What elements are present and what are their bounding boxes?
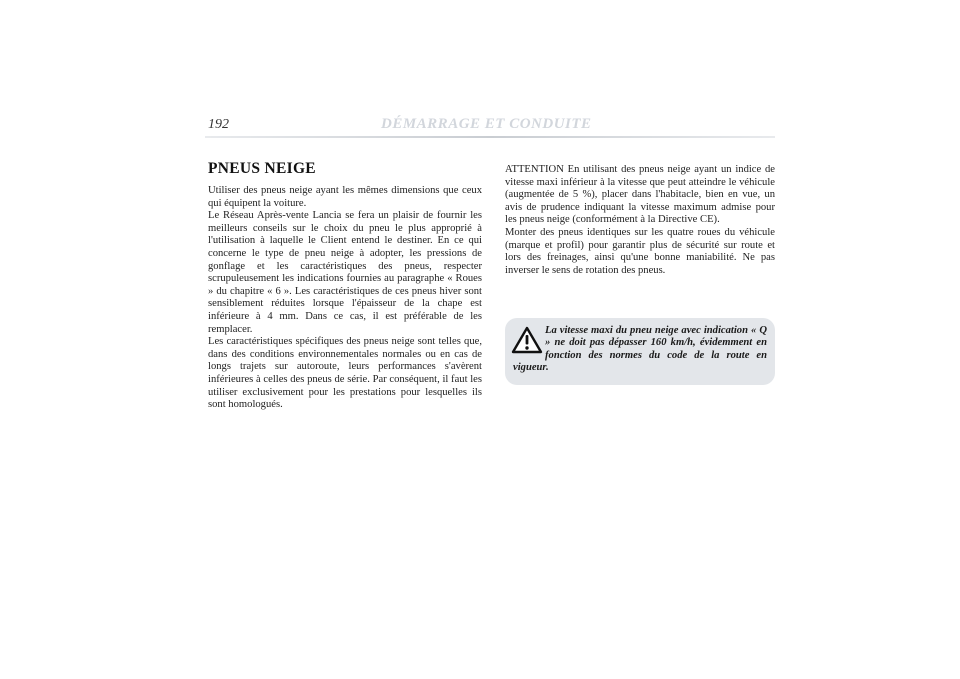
warning-box bbox=[505, 318, 775, 385]
paragraph: ATTENTION En utilisant des pneus neige ayant un indice de vitesse maxi inférieur à la vitesse que peut atteindre le véhicule (augmentée de 5 %), placer dans l'habitacle, bien en vue, un avis de prudence indiquant la vitesse maximum admise pour les pneus neige (conformément à la Directive CE). bbox=[505, 164, 775, 226]
header-rule bbox=[205, 136, 775, 138]
warning-message: La vitesse maxi du pneu neige avec indication « Q » ne doit pas dépasser 160 km/h, évidemment en fonction des normes du code de la route en vigueur. bbox=[513, 325, 767, 374]
page-number: 192 bbox=[208, 117, 229, 132]
paragraph: Les caractéristiques spécifiques des pneus neige sont telles que, dans des conditions environnementales normales ou en cas de longs trajets sur autoroute, leurs performances s'avèrent inférieures à celles des pneus de série. Par conséquent, il faut les utiliser exclusivement pour les prestations pour lesquelles ils sont homologués. bbox=[208, 336, 482, 411]
paragraph: Le Réseau Après-vente Lancia se fera un plaisir de fournir les meilleurs conseils sur le choix du pneu le plus approprié à l'utilisation à laquelle le Client entend le destiner. En ce qui concerne le type de pneu neige à adopter, les pressions de gonflage et les caractéristiques des pneus, respecter scrupuleusement les indications fournies au paragraphe « Roues » du chapitre « 6 ». Les caractéristiques de ces pneus hiver sont sensiblement réduites lorsque l'épaisseur de la chape est inférieure à 4 mm. Dans ce cas, il est préférable de les remplacer. bbox=[208, 210, 482, 335]
left-column bbox=[208, 160, 482, 412]
running-title: DÉMARRAGE ET CONDUITE bbox=[381, 116, 592, 132]
paragraph: Monter des pneus identiques sur les quatre roues du véhicule (marque et profil) pour garantir plus de sécurité sur route et lors des freinages, ainsi qu'une bonne maniabilité. Ne pas inverser le sens de rotation des pneus. bbox=[505, 226, 775, 276]
right-column bbox=[505, 164, 775, 277]
warning-text bbox=[513, 325, 767, 375]
paragraph: Utiliser des pneus neige ayant les mêmes dimensions que ceux qui équipent la voiture. bbox=[208, 185, 482, 209]
section-title: PNEUS NEIGE bbox=[208, 160, 316, 177]
